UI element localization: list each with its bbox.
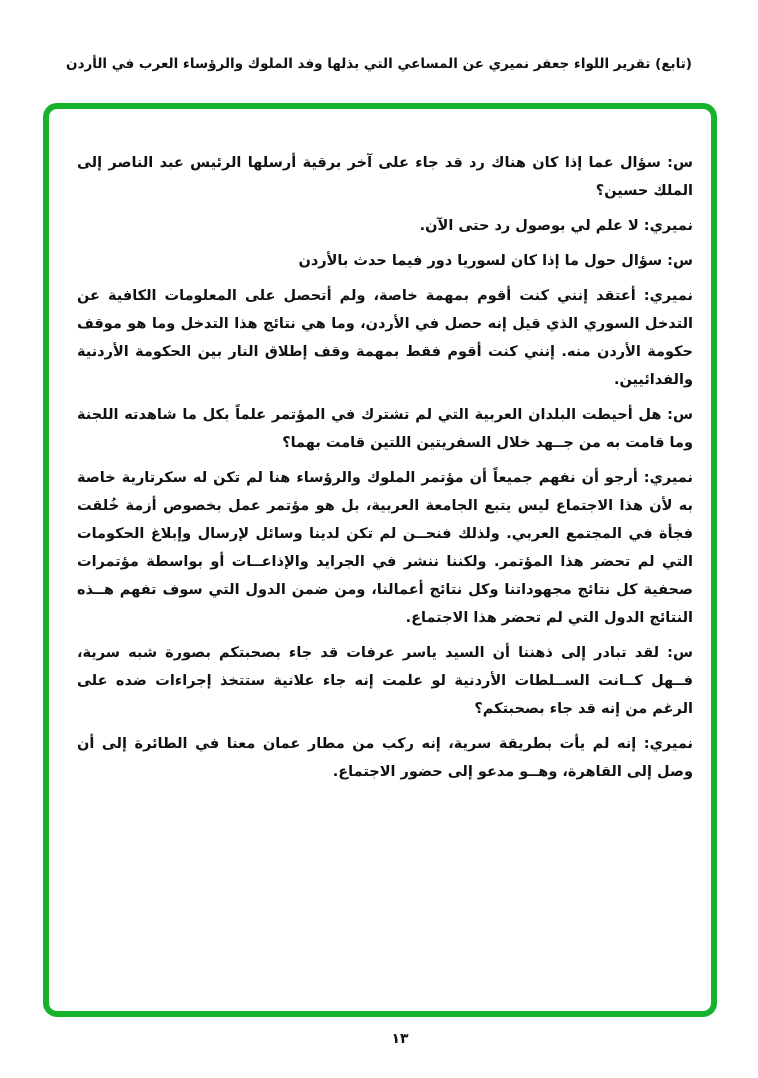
transcript-paragraph: نميري: أعتقد إنني كنت أقوم بمهمة خاصة، ولم أتحصل على المعلومات الكافية عن التدخل السوري الذي قيل إنه حصل في الأردن، وما هي نتائج هذا التدخل وما هو موقف حكومة الأردن منه. إنني كنت أقوم فقط بمهمة وقف إطلاق النار بين الحكومة الأردنية والفدائيين. xyxy=(77,288,693,388)
report-title-header: (تابع) تقرير اللواء جعفر نميري عن المساعي التي بذلها وفد الملوك والرؤساء العرب في الأردن xyxy=(66,56,692,72)
transcript-paragraph: نميري: إنه لم يأت بطريقة سرية، إنه ركب من مطار عمان معنا في الطائرة إلى أن وصل إلى القاهرة، وهــو مدعو إلى حضور الاجتماع. xyxy=(77,736,693,780)
transcript-paragraph: نميري: أرجو أن نفهم جميعاً أن مؤتمر الملوك والرؤساء هنا لم تكن له سكرتارية خاصة به لأن هذا الاجتماع ليس يتبع الجامعة العربية، بل هو مؤتمر عمل بخصوص أزمة خُلقت فجأة في المجتمع العربي. ولذلك فنحــن لم تكن لدينا وسائل لإرسال وإبلاغ الحكومات التي لم تحضر هذا المؤتمر. ولكننا ننشر في الجرايد والإذاعــات أو بواسطة مؤتمرات صحفية كل نتائج مجهوداتنا وكل نتائج أعمالنا، ومن ضمن الدول التي سوف تفهم هــذه النتائج الدول التي لم تحضر هذا الاجتماع. xyxy=(77,470,693,626)
transcript-paragraph: نميري: لا علم لي بوصول رد حتى الآن. xyxy=(419,218,693,234)
transcript-paragraph: س: هل أحيطت البلدان العربية التي لم تشترك في المؤتمر علماً بكل ما شاهدته اللجنة وما قامت به من جــهد خلال السفريتين اللتين قامت بهما؟ xyxy=(77,407,693,451)
page-number: ١٣ xyxy=(391,1031,409,1047)
transcript-paragraph: س: لقد تبادر إلى ذهننا أن السيد ياسر عرفات قد جاء بصحبتكم بصورة شبه سرية، فــهل كــانت الســلطات الأردنية لو علمت إنه جاء علانية ستتخذ إجراءات ضده على الرغم من إنه قد جاء بصحبتكم؟ xyxy=(77,645,693,717)
green-border-frame xyxy=(43,103,717,1017)
transcript-paragraph: س: سؤال عما إذا كان هناك رد قد جاء على آخر برقية أرسلها الرئيس عبد الناصر إلى الملك حسين؟ xyxy=(77,155,693,199)
transcript-body xyxy=(77,149,693,793)
transcript-paragraph: س: سؤال حول ما إذا كان لسوريا دور فيما حدث بالأردن xyxy=(298,253,693,269)
